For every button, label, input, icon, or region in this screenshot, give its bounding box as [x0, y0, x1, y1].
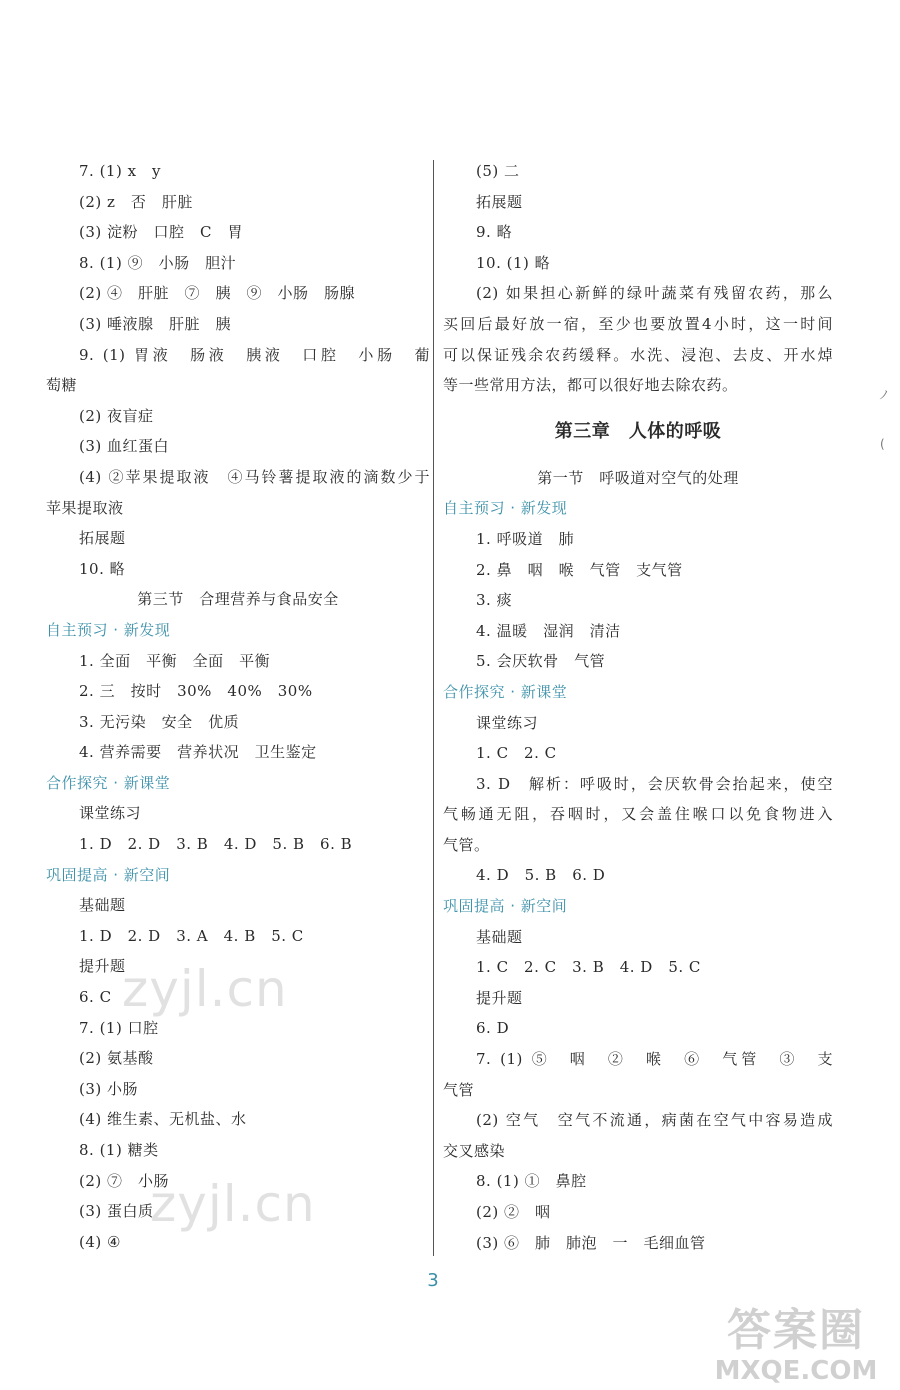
watermark-logo	[698, 1306, 894, 1386]
section-heading: 自主预习 · 新发现	[443, 499, 568, 518]
answer-line: 苹果提取液	[46, 498, 124, 517]
answer-line: 交叉感染	[443, 1141, 506, 1160]
answer-line: (3) 血红蛋白	[79, 437, 170, 456]
answer-line: 提升题	[79, 957, 126, 976]
watermark-logo-text: 答案圈	[727, 1305, 865, 1356]
answer-line: 7. (1) x y	[79, 162, 162, 180]
answer-line: 8. (1) 糖类	[79, 1141, 159, 1159]
answer-line: 1. D 2. D 3. A 4. B 5. C	[79, 926, 304, 945]
answer-line: (3) 小肠	[79, 1079, 139, 1098]
section-heading: 合作探究 · 新课堂	[443, 682, 568, 701]
answer-line: 1. 全面 平衡 全面 平衡	[79, 651, 271, 670]
answer-line: 1. C 2. C 3. B 4. D 5. C	[476, 958, 701, 977]
section-heading: 巩固提高 · 新空间	[46, 865, 171, 884]
answer-line: 2. 鼻 咽 喉 气管 支气管	[476, 560, 683, 579]
answer-line: 3. D 解析：呼吸时，会厌软骨会抬起来，使空	[476, 774, 833, 793]
watermark: zyjl.cn	[150, 1175, 316, 1233]
answer-line: 4. 温暖 湿润 清洁	[476, 621, 621, 640]
answer-line: 7. (1) 口腔	[79, 1018, 159, 1037]
answer-line: (2) 夜盲症	[79, 406, 154, 425]
answer-line: (3) 唾液腺 肝脏 胰	[79, 314, 232, 333]
chapter-title: 第三章 人体的呼吸	[554, 420, 722, 442]
answer-line: 提升题	[476, 988, 523, 1007]
answer-line: 等一些常用方法，都可以很好地去除农药。	[443, 376, 738, 395]
answer-line: (2) ⑦ 小肠	[79, 1171, 170, 1190]
answer-line: (2) ④ 肝脏 ⑦ 胰 ⑨ 小肠 肠腺	[79, 284, 356, 303]
answer-line: (4) ②苹果提取液 ④马铃薯提取液的滴数少于	[79, 467, 430, 486]
margin-mark: (	[880, 437, 885, 451]
answer-line: 买回后最好放一宿，至少也要放置4小时，这一时间	[443, 314, 833, 333]
answer-line: 拓展题	[79, 529, 126, 548]
answer-line: 1. C 2. C	[476, 744, 557, 763]
answer-line: (5) 二	[476, 162, 520, 180]
answer-line: (3) 淀粉 口腔 C 胃	[79, 223, 243, 242]
section-heading: 自主预习 · 新发现	[46, 620, 171, 639]
answer-line: 3. 无污染 安全 优质	[79, 712, 240, 731]
answer-line: (2) 如果担心新鲜的绿叶蔬菜有残留农药，那么	[476, 284, 833, 303]
answer-line: (2) 氨基酸	[79, 1049, 154, 1068]
answer-line: (2) 空气 空气不流通，病菌在空气中容易造成	[476, 1111, 833, 1130]
right-column	[443, 156, 833, 1258]
answer-line: 课堂练习	[476, 713, 539, 732]
watermark-logo-url: MXQE.COM	[714, 1356, 878, 1386]
answer-line: 1. D 2. D 3. B 4. D 5. B 6. B	[79, 835, 353, 854]
watermark: zyjl.cn	[122, 960, 288, 1018]
answer-line: 8. (1) ① 鼻腔	[476, 1172, 587, 1191]
left-column	[46, 156, 430, 1257]
answer-line: 10. 略	[79, 559, 126, 578]
answer-line: 10. (1) 略	[476, 253, 551, 272]
answer-line: 3. 痰	[476, 591, 513, 610]
section-title: 第一节 呼吸道对空气的处理	[537, 468, 739, 487]
answer-line: 6. C	[79, 988, 112, 1007]
answer-line: 气管	[443, 1080, 475, 1099]
margin-mark: ノ	[878, 388, 891, 402]
answer-line: 1. 呼吸道 肺	[476, 529, 575, 548]
page-number: 3	[427, 1270, 439, 1291]
answer-line: 7. (1) ⑤ 咽 ② 喉 ⑥ 气管 ③ 支	[476, 1050, 833, 1069]
answer-line: 气管。	[443, 835, 490, 854]
answer-line: 拓展题	[476, 192, 523, 211]
answer-line: 2. 三 按时 30% 40% 30%	[79, 682, 313, 701]
answer-line: 基础题	[79, 896, 126, 915]
answer-line: 4. D 5. B 6. D	[476, 866, 606, 885]
answer-line: 课堂练习	[79, 804, 142, 823]
answer-line: 可以保证残余农药缓释。水洗、浸泡、去皮、开水焯	[443, 345, 833, 364]
answer-line: 4. 营养需要 营养状况 卫生鉴定	[79, 743, 317, 762]
answer-line: (4) 维生素、无机盐、水	[79, 1110, 247, 1129]
section-heading: 合作探究 · 新课堂	[46, 773, 171, 792]
answer-line: 5. 会厌软骨 气管	[476, 652, 606, 671]
answer-line: (2) z 否 肝脏	[79, 192, 193, 211]
answer-line: 基础题	[476, 927, 523, 946]
answer-line: 萄糖	[46, 376, 78, 395]
answer-line: (4) ④	[79, 1232, 121, 1251]
answer-line: 气畅通无阻，吞咽时，又会盖住喉口以免食物进入	[443, 805, 833, 824]
answer-line: 6. D	[476, 1019, 510, 1038]
answer-line: 9. (1) 胃液 肠液 胰液 口腔 小肠 葡	[79, 345, 430, 364]
section-title: 第三节 合理营养与食品安全	[137, 590, 339, 609]
answer-line: 9. 略	[476, 223, 513, 242]
answer-line: (2) ② 咽	[476, 1203, 551, 1221]
answer-line: (3) 蛋白质	[79, 1202, 154, 1221]
column-divider	[433, 160, 434, 1256]
answer-line: (3) ⑥ 肺 肺泡 一 毛细血管	[476, 1233, 706, 1252]
answer-line: 8. (1) ⑨ 小肠 胆汁	[79, 253, 237, 272]
section-heading: 巩固提高 · 新空间	[443, 897, 568, 916]
